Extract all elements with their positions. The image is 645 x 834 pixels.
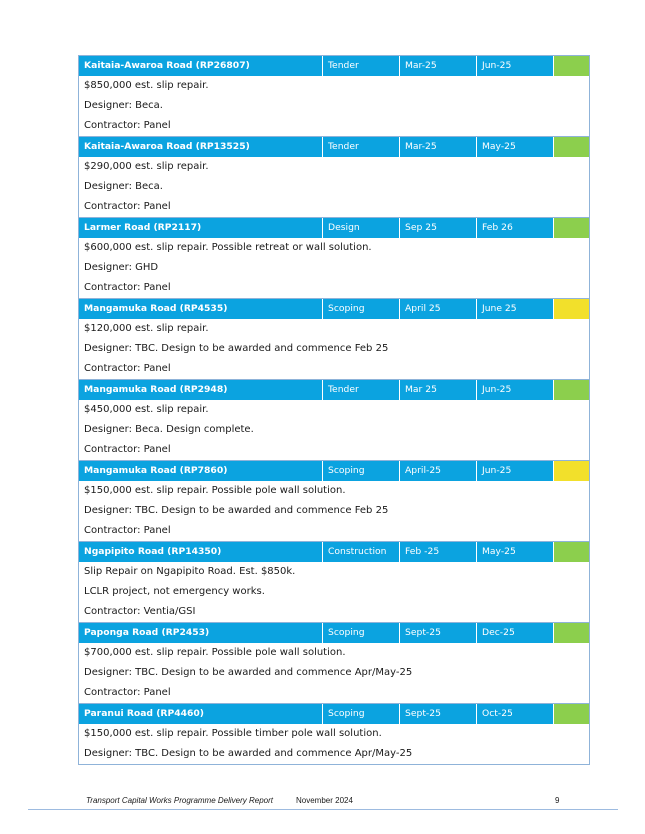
project-stage: Scoping	[323, 623, 400, 643]
project-start-date: Feb -25	[400, 542, 477, 562]
project-start-date: Sep 25	[400, 218, 477, 238]
project-detail-line: Contractor: Panel	[84, 120, 171, 131]
project-status-indicator	[554, 380, 589, 400]
project-detail-line: Designer: Beca.	[84, 181, 163, 192]
project-detail-line: Designer: TBC. Design to be awarded and commence Apr/May-25	[84, 748, 413, 759]
project-header-row	[79, 55, 589, 76]
project-name: Kaitaia-Awaroa Road (RP26807)	[79, 56, 323, 76]
project-detail-line: Contractor: Panel	[84, 363, 171, 374]
project-detail-line: $450,000 est. slip repair.	[84, 404, 209, 415]
project-detail-line: Contractor: Panel	[84, 687, 171, 698]
project-start-date: Sept-25	[400, 704, 477, 724]
project-detail-line: Contractor: Panel	[84, 444, 171, 455]
project-detail-line: Designer: TBC. Design to be awarded and commence Apr/May-25	[84, 667, 413, 678]
project-header-row	[79, 541, 589, 562]
project-status-indicator	[554, 704, 589, 724]
project-table	[78, 55, 590, 765]
project-detail-line: $150,000 est. slip repair. Possible pole wall solution.	[84, 485, 346, 496]
project-detail-line: Designer: Beca. Design complete.	[84, 424, 254, 435]
project-detail-line: $150,000 est. slip repair. Possible timber pole wall solution.	[84, 728, 382, 739]
project-detail-line: Contractor: Ventia/GSI	[84, 606, 196, 617]
project-name: Ngapipito Road (RP14350)	[79, 542, 323, 562]
project-detail-line: LCLR project, not emergency works.	[84, 586, 265, 597]
project-header-row	[79, 217, 589, 238]
project-end-date: Oct-25	[477, 704, 554, 724]
project-end-date: May-25	[477, 137, 554, 157]
project-detail-line: Contractor: Panel	[84, 525, 171, 536]
project-stage: Scoping	[323, 461, 400, 481]
footer-divider	[28, 809, 618, 810]
project-name: Paponga Road (RP2453)	[79, 623, 323, 643]
project-status-indicator	[554, 542, 589, 562]
project-end-date: May-25	[477, 542, 554, 562]
project-stage: Scoping	[323, 299, 400, 319]
project-detail-line: $600,000 est. slip repair. Possible retreat or wall solution.	[84, 242, 372, 253]
project-header-row	[79, 136, 589, 157]
project-status-indicator	[554, 137, 589, 157]
project-stage: Design	[323, 218, 400, 238]
project-start-date: Mar-25	[400, 137, 477, 157]
project-header-row	[79, 298, 589, 319]
project-detail-line: $700,000 est. slip repair. Possible pole wall solution.	[84, 647, 346, 658]
project-start-date: Mar-25	[400, 56, 477, 76]
project-header-row	[79, 622, 589, 643]
project-detail-line: Slip Repair on Ngapipito Road. Est. $850k.	[84, 566, 296, 577]
project-detail-line: Designer: Beca.	[84, 100, 163, 111]
project-stage: Tender	[323, 380, 400, 400]
project-detail-line: Designer: GHD	[84, 262, 159, 273]
project-status-indicator	[554, 623, 589, 643]
project-end-date: Jun-25	[477, 380, 554, 400]
project-start-date: April 25	[400, 299, 477, 319]
project-start-date: Mar 25	[400, 380, 477, 400]
project-header-row	[79, 703, 589, 724]
project-detail-line: $850,000 est. slip repair.	[84, 80, 209, 91]
project-detail-line: $120,000 est. slip repair.	[84, 323, 209, 334]
project-detail-line: Designer: TBC. Design to be awarded and commence Feb 25	[84, 343, 389, 354]
project-stage: Construction	[323, 542, 400, 562]
project-stage: Tender	[323, 56, 400, 76]
project-end-date: Dec-25	[477, 623, 554, 643]
project-detail-line: Designer: TBC. Design to be awarded and commence Feb 25	[84, 505, 389, 516]
project-detail-line: Contractor: Panel	[84, 282, 171, 293]
project-name: Larmer Road (RP2117)	[79, 218, 323, 238]
project-detail-line: Contractor: Panel	[84, 201, 171, 212]
project-name: Mangamuka Road (RP4535)	[79, 299, 323, 319]
project-name: Mangamuka Road (RP7860)	[79, 461, 323, 481]
project-name: Mangamuka Road (RP2948)	[79, 380, 323, 400]
project-name: Kaitaia-Awaroa Road (RP13525)	[79, 137, 323, 157]
project-start-date: Sept-25	[400, 623, 477, 643]
footer-date: November 2024	[296, 796, 353, 805]
project-stage: Scoping	[323, 704, 400, 724]
project-end-date: Jun-25	[477, 56, 554, 76]
project-end-date: Jun-25	[477, 461, 554, 481]
project-start-date: April-25	[400, 461, 477, 481]
footer-report-title: Transport Capital Works Programme Delivery Report	[86, 796, 274, 805]
project-status-indicator	[554, 299, 589, 319]
project-stage: Tender	[323, 137, 400, 157]
project-header-row	[79, 379, 589, 400]
project-status-indicator	[554, 218, 589, 238]
project-name: Paranui Road (RP4460)	[79, 704, 323, 724]
project-end-date: Feb 26	[477, 218, 554, 238]
project-status-indicator	[554, 56, 589, 76]
project-end-date: June 25	[477, 299, 554, 319]
project-status-indicator	[554, 461, 589, 481]
footer-page-number: 9	[555, 796, 560, 805]
project-detail-line: $290,000 est. slip repair.	[84, 161, 209, 172]
project-header-row	[79, 460, 589, 481]
